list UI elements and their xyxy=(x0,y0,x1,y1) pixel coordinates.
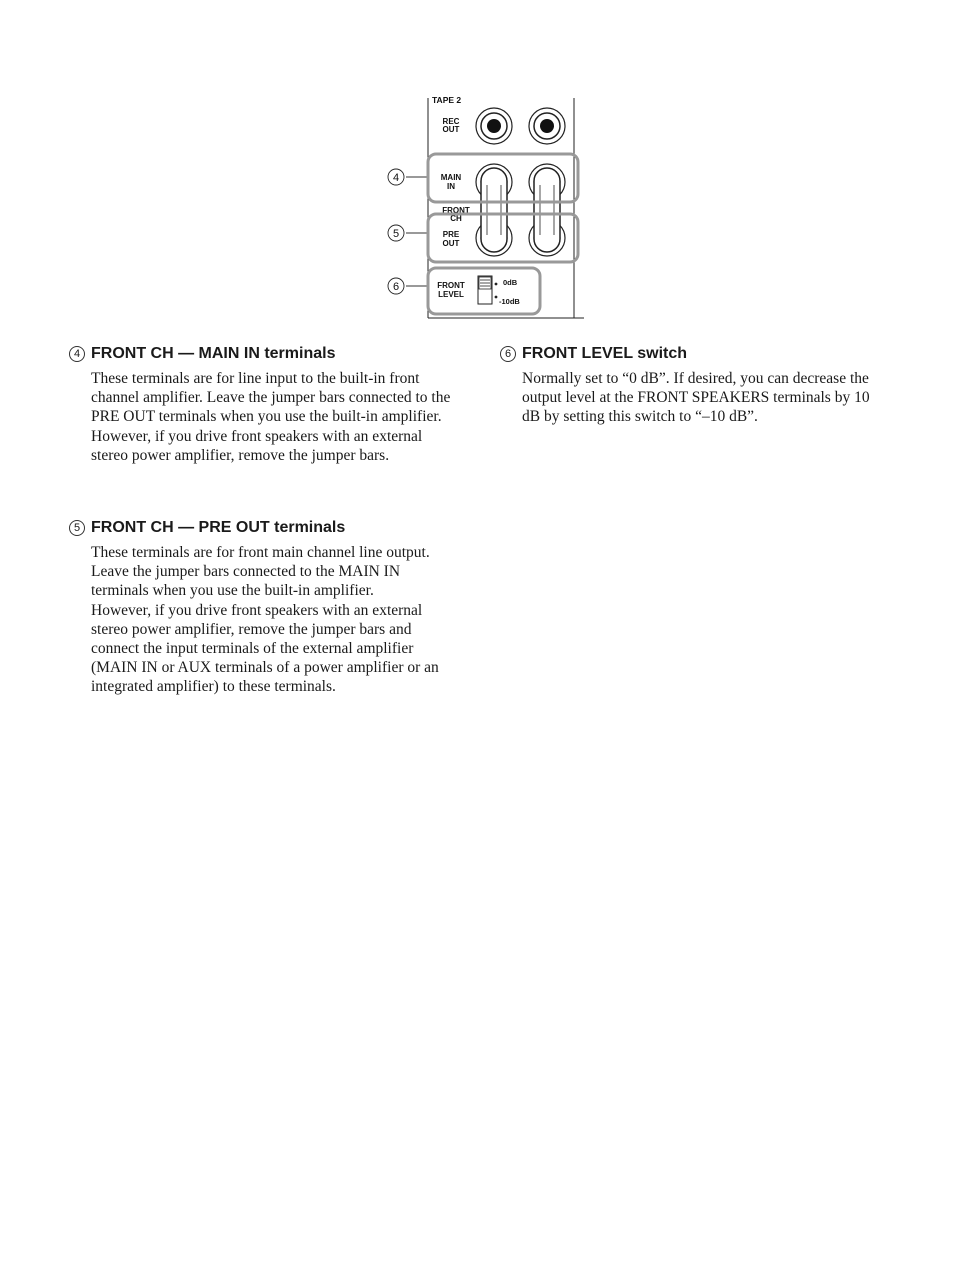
zero-db-label: 0dB xyxy=(503,278,518,287)
section-body xyxy=(91,369,459,465)
section-main-in xyxy=(69,343,459,465)
callout-5 xyxy=(388,225,404,241)
callout-number-5: 5 xyxy=(392,228,400,240)
main-label: MAIN xyxy=(440,173,462,182)
paragraph: These terminals are for line input to the built-in front channel amplifier. Leave the jumper bars connected to the PRE OUT terminals when you use the built-in amplifier. xyxy=(91,370,451,426)
front-level-label-2: LEVEL xyxy=(438,290,464,299)
rec-out-jack-right-icon xyxy=(529,108,565,144)
section-front-level xyxy=(500,343,878,427)
paragraph: However, if you drive front speakers with an external stereo power amplifier, remove the jumper bars. xyxy=(91,427,423,464)
paragraph: These terminals are for front main channel line output. Leave the jumper bars connected to the MAIN IN terminals when you use the built-in amplifier. xyxy=(91,544,430,600)
rec-out-label: OUT xyxy=(442,125,460,134)
pre-out-label: OUT xyxy=(442,239,460,248)
rec-out-jack-left-icon xyxy=(476,108,512,144)
section-number: 5 xyxy=(69,520,85,536)
section-number: 4 xyxy=(69,346,85,362)
section-pre-out xyxy=(69,517,459,697)
section-title: FRONT CH — PRE OUT terminals xyxy=(91,519,346,536)
section-body xyxy=(91,543,459,697)
section-title: FRONT LEVEL switch xyxy=(522,345,688,362)
minus-10db-label: -10dB xyxy=(499,297,520,306)
section-title: FRONT CH — MAIN IN terminals xyxy=(91,345,336,362)
jumper-bar-left-icon xyxy=(481,168,507,252)
callout-number-6: 6 xyxy=(392,281,400,293)
front-ch-label: FRONT xyxy=(442,206,470,215)
main-in-label: IN xyxy=(447,182,455,191)
section-body xyxy=(522,369,878,427)
callout-number-4: 4 xyxy=(392,172,400,184)
callout-4 xyxy=(388,169,404,185)
rear-panel-diagram xyxy=(380,90,590,322)
section-number: 6 xyxy=(500,346,516,362)
paragraph: Normally set to “0 dB”. If desired, you can decrease the output level at the FRONT SPEAKERS terminals by 10 dB by setting this switch to “–10 dB”. xyxy=(522,370,870,426)
rec-label: REC xyxy=(442,117,460,126)
front-level-label-1: FRONT xyxy=(437,281,465,290)
section-heading xyxy=(69,343,459,365)
tape2-label: TAPE 2 xyxy=(432,95,462,105)
section-heading xyxy=(500,343,878,365)
callout-6 xyxy=(388,278,404,294)
paragraph: However, if you drive front speakers with an external stereo power amplifier, remove the jumper bars and connect the input terminals of the external amplifier (MAIN IN or AUX terminals of a power amplifier or an integrated amplifier) to these terminals. xyxy=(91,601,439,696)
jumper-bar-right-icon xyxy=(534,168,560,252)
front-level-switch-icon xyxy=(478,276,497,304)
section-heading xyxy=(69,517,459,539)
ch-label: CH xyxy=(450,214,462,223)
pre-label: PRE xyxy=(442,230,460,239)
